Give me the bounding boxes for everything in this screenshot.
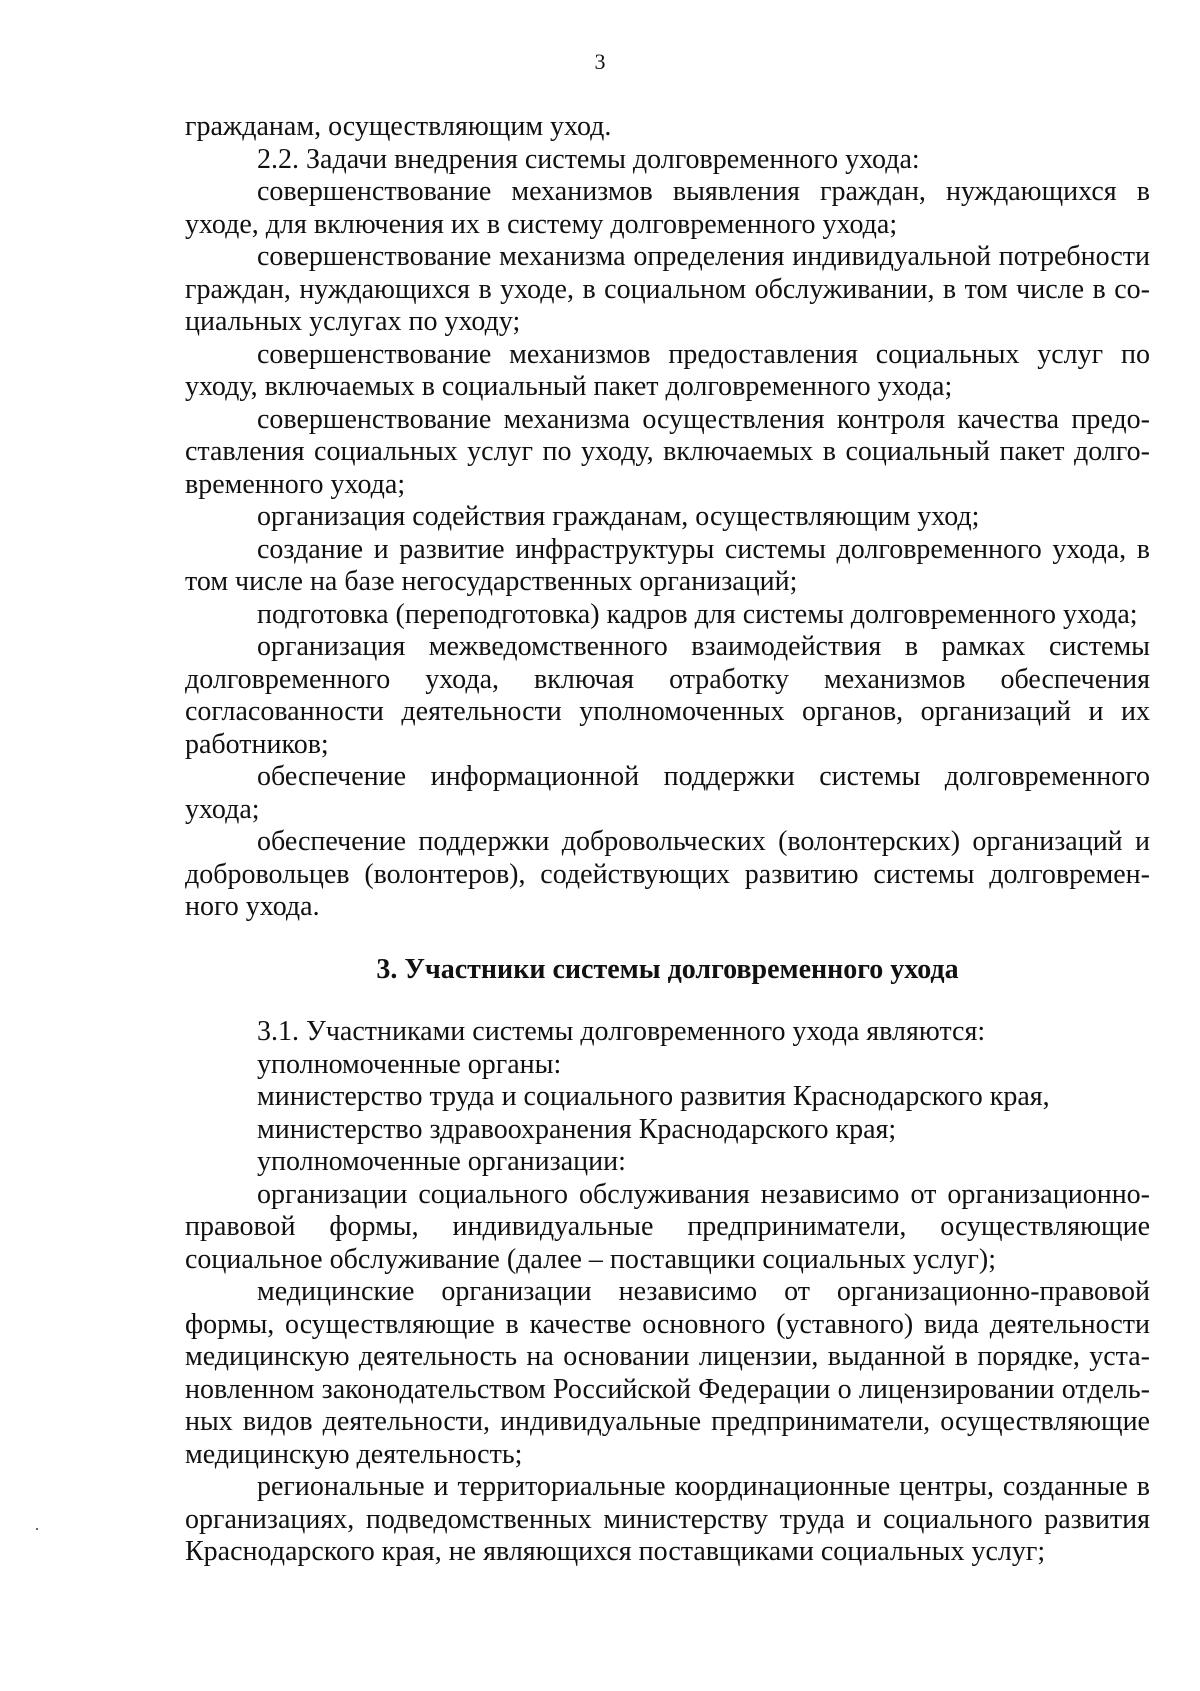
paragraph: региональные и территориальные координационные центры, созданные в организациях, подведомственных министерству труда и социального развития Краснодарского края, не являющихся поставщиками социальных услуг; [185,1471,1150,1567]
paragraph: министерство здравоохранения Краснодарского края; [257,1113,897,1145]
paragraph: совершенствование механизмов предоставления социальных услуг по уходу, включаемых в социальный пакет долговременного ухода; [185,338,1150,402]
paragraph: уполномоченные органы: [257,1048,562,1080]
paragraph: 3.1. Участниками системы долговременного ухода являются: [257,1016,986,1047]
paragraph: совершенствование механизма осуществления контроля качества предоставления социальных услуг по уходу, включаемых в социальный пакет долговременного ухода; [185,403,1150,500]
paragraph: подготовка (переподготовка) кадров для системы долговременного ухода; [257,598,1138,630]
paragraph: организации социального обслуживания независимо от организационно-правовой формы, индивидуальные предприниматели, осуществляющие социальное обслуживание (далее – поставщики социальных услуг); [185,1178,1150,1275]
paragraph: 2.2. Задачи внедрения системы долговременного ухода: [257,143,920,175]
page-number: 3 [594,49,606,74]
paragraph: организация содействия гражданам, осуществляющим уход; [257,501,980,532]
paragraph: организация межведомственного взаимодействия в рамках системы долговременного ухода, включая отработку механизмов обеспечения согласованности деятельности уполномоченных органов, организаций и их работников; [185,631,1150,760]
paragraph: совершенствование механизмов выявления граждан, нуждающихся в уходе, для включения их в систему долговременного ухода; [185,176,1150,240]
paragraph: министерство труда и социального развития Краснодарского края, [257,1081,1050,1112]
document-body [185,111,1150,1569]
paragraph: создание и развитие инфраструктуры системы долговременного ухода, в том числе на базе негосударственных организаций; [185,533,1150,597]
paragraph: совершенствование механизма определения индивидуальной потребности граждан, нуждающихся в уходе, в социальном обслуживании, в том числе в социальных услугах по уходу; [185,241,1150,337]
paragraph: гражданам, осуществляющим уход. [185,111,612,142]
paragraph: медицинские организации независимо от организационно-правовой формы, осуществляющие в качестве основного (уставного) вида деятельности медицинскую деятельность на основании лицензии, выданной в порядке, установленном законодательством Российской Федерации о лицензировании отдельных видов деятельности, индивидуальные предприниматели, осуществляющие медицинскую деятельность; [185,1276,1150,1470]
paragraph: обеспечение информационной поддержки системы долговременного ухода; [185,761,1150,825]
paragraph: уполномоченные организации: [257,1146,626,1177]
section-3-participants [185,1016,1150,1569]
section-heading: 3. Участники системы долговременного ухода [376,953,959,985]
section-2-tasks [185,111,1150,924]
scan-artifact-dot [36,1528,38,1530]
paragraph: обеспечение поддержки добровольческих (волонтерских) организаций и добровольцев (волонтеров), содействующих развитию системы долговременного ухода. [185,826,1150,922]
